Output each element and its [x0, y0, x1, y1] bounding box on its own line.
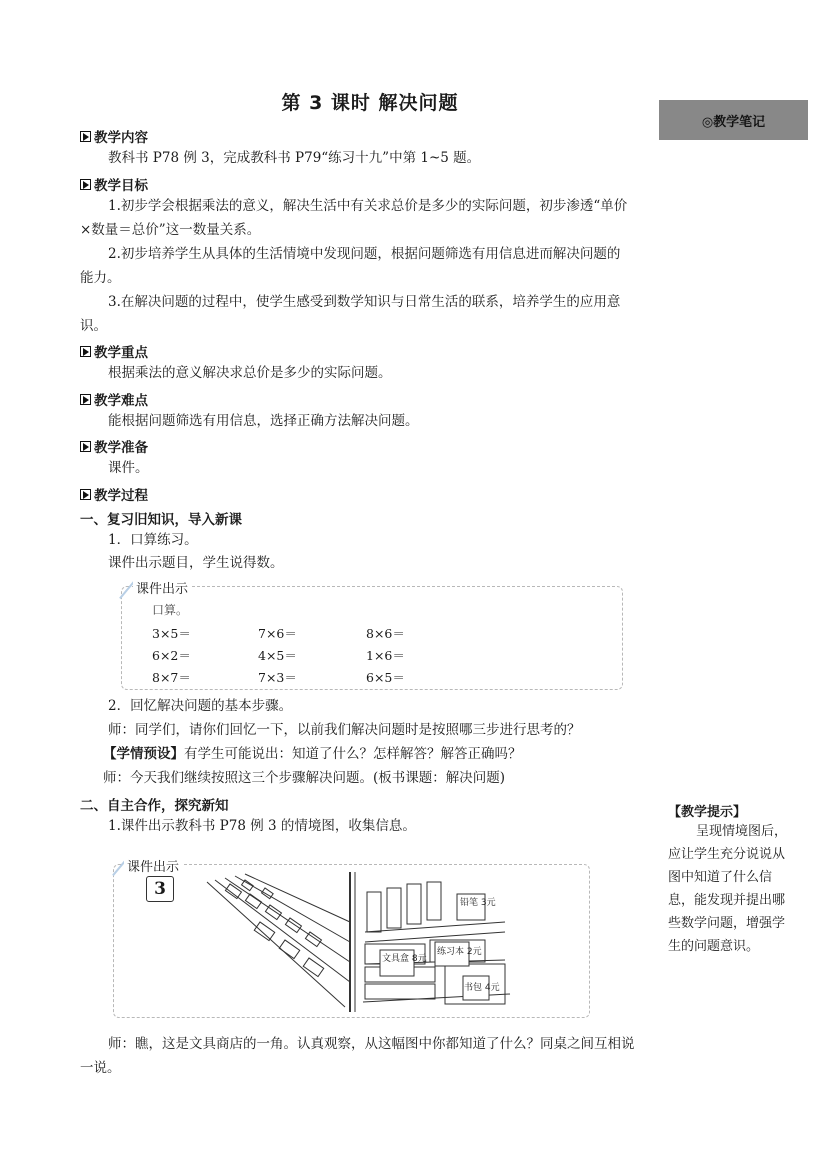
section-content-text: 教科书 P78 例 3，完成教科书 P79“练习十九”中第 1~5 题。: [108, 150, 481, 166]
preset-label: 【学情预设】: [103, 746, 184, 762]
part1-step1: 1．口算练习。: [108, 532, 198, 548]
sign-pencil-box-price: 文具盒 8元: [382, 954, 427, 964]
oral-calc-label: 口算。: [152, 603, 189, 617]
play-icon: [80, 131, 91, 142]
part2-teacher-line: 师：瞧，这是文具商店的一角。认真观察，从这幅图中你都知道了什么？同桌之间互相说一说。: [80, 1036, 635, 1076]
sign-notebook-price: 练习本 2元: [437, 947, 482, 957]
equation: 8×7＝: [152, 670, 191, 685]
part2-heading: 二、自主合作，探究新知: [80, 798, 229, 814]
equation: 7×3＝: [258, 670, 297, 685]
goal-item-2: 2.初步培养学生从具体的生活情境中发现问题，根据问题筛选有用信息进而解决问题的能力。: [80, 246, 621, 286]
tip-text: 呈现情境图后，应让学生充分说说从图中知道了什么信息，能发现并提出哪些数学问题，增强学生的问题意识。: [668, 824, 788, 954]
part1-heading: 一、复习旧知识，导入新课: [80, 512, 242, 528]
notes-label: ◎教学笔记: [659, 100, 808, 140]
section-key-heading: 教学重点: [80, 341, 148, 361]
section-prep-heading: 教学准备: [80, 436, 148, 456]
equation: 6×5＝: [366, 670, 405, 685]
stationery-store-illustration: [205, 872, 515, 1012]
part1-step1-desc: 课件出示题目，学生说得数。: [108, 555, 284, 571]
section-key-text: 根据乘法的意义解决求总价是多少的实际问题。: [108, 365, 392, 381]
section-difficulty-text: 能根据问题筛选有用信息，选择正确方法解决问题。: [108, 413, 419, 429]
play-icon: [80, 394, 91, 405]
goal-item-3: 3.在解决问题的过程中，使学生感受到数学知识与日常生活的联系，培养学生的应用意识。: [80, 294, 621, 334]
teacher-line-2: 师：今天我们继续按照这三个步骤解决问题。(板书课题：解决问题): [103, 770, 506, 786]
part2-step1: 1.课件出示教科书 P78 例 3 的情境图，收集信息。: [108, 818, 416, 834]
play-icon: [80, 441, 91, 452]
tip-title: 【教学提示】: [668, 805, 747, 820]
section-process-heading: 教学过程: [80, 484, 148, 504]
equation: 6×2＝: [152, 648, 191, 663]
play-icon: [80, 489, 91, 500]
section-prep-text: 课件。: [108, 460, 149, 476]
part1-step2: 2．回忆解决问题的基本步骤。: [108, 698, 293, 714]
equation: 4×5＝: [258, 648, 297, 663]
play-icon: [80, 346, 91, 357]
sign-pencil-price: 铅笔 3元: [460, 898, 496, 908]
equation: 8×6＝: [366, 626, 405, 641]
example-number: 3: [146, 876, 174, 902]
goal-item-1: 1.初步学会根据乘法的意义，解决生活中有关求总价是多少的实际问题，初步渗透“单价×数量＝总价”这一数量关系。: [80, 198, 628, 238]
page-title: 第 3 课时 解决问题: [281, 92, 459, 114]
equation: 7×6＝: [258, 626, 297, 641]
sign-schoolbag-price: 书包 4元: [464, 983, 500, 993]
play-icon: [80, 179, 91, 190]
section-difficulty-heading: 教学难点: [80, 389, 148, 409]
preset-line: [103, 742, 653, 766]
teacher-line-1: 师：同学们，请你们回忆一下，以前我们解决问题时是按照哪三步进行思考的？: [108, 722, 581, 738]
section-content-heading: 教学内容: [80, 126, 148, 146]
equation: 3×5＝: [152, 626, 191, 641]
preset-text: 有学生可能说出：知道了什么？怎样解答？解答正确吗？: [184, 746, 522, 762]
courseware-tag-1: 课件出示: [133, 578, 191, 597]
equation: 1×6＝: [366, 648, 405, 663]
courseware-tag-2: 课件出示: [124, 856, 182, 875]
section-goals-heading: 教学目标: [80, 174, 148, 194]
